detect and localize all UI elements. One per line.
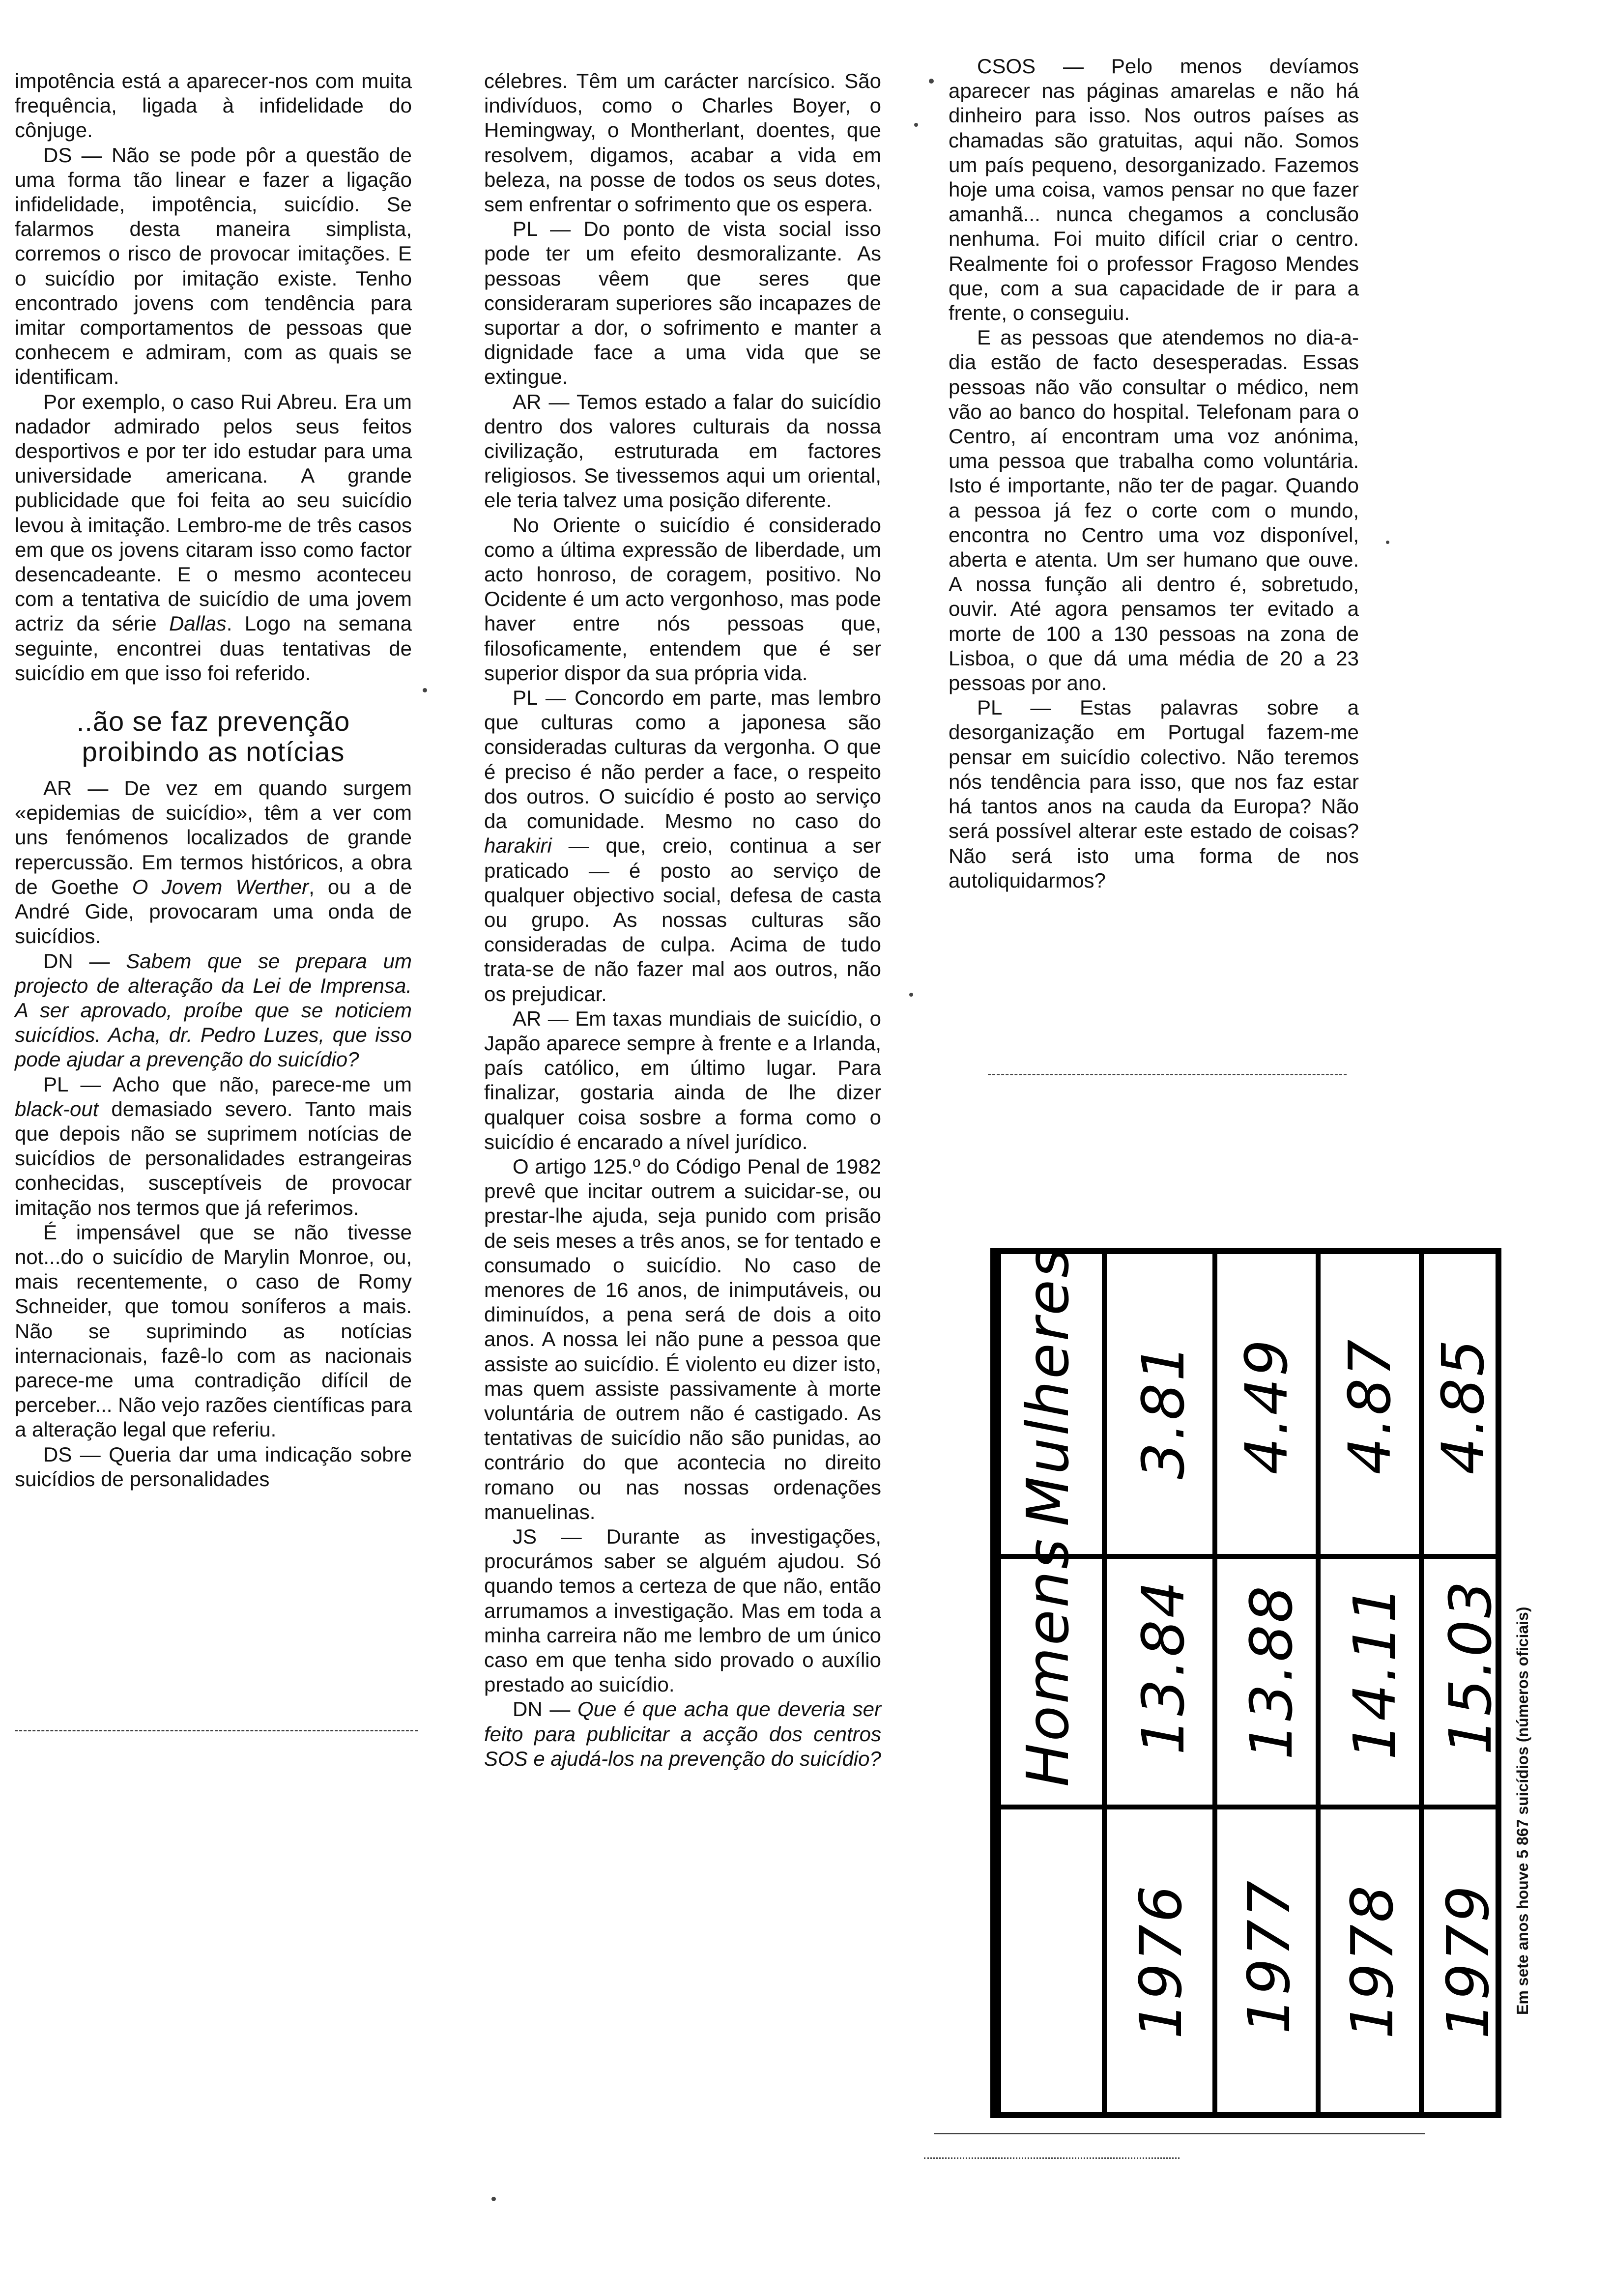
scan-speck xyxy=(423,688,427,692)
header-mulheres: Mulheres xyxy=(1014,1245,1082,1526)
section-subheading: ..ão se faz prevenção proibindo as notícias xyxy=(76,706,350,768)
table-divider xyxy=(1419,1254,1424,2112)
paragraph: PL — Estas palavras sobre a desorganização em Portugal fazem-me pensar em suicídio colectivo. Não teremos nós tendência para isso, que nos faz estar há tantos anos na cauda da Europa? Não será possível alterar este estado de coisas? Não será isto uma forma de nos autoliquidarmos? xyxy=(949,696,1359,892)
clipping-edge xyxy=(988,1074,1347,1075)
paragraph: No Oriente o suicídio é considerado como a última expressão de liberdade, um acto honroso, de coragem, positivo. No Ocidente é um acto vergonhoso, mas pode haver entre nós pessoas que, filosoficamente, entendem que é ser superior dispor da sua própria vida. xyxy=(484,513,881,685)
paragraph: DS — Queria dar uma indicação sobre suicídios de personalidades xyxy=(15,1442,412,1491)
suicide-statistics-table xyxy=(990,1245,1560,2118)
paragraph: PL — Acho que não, parece-me um black-out demasiado severo. Tanto mais que depois não se suprimem notícias de suicídios de personalidades estrangeiras conhecidas, susceptíveis de provocar imitação nos termos que já referimos. xyxy=(15,1072,412,1219)
table-caption: Em sete anos houve 5 867 suicídios (números oficiais) xyxy=(1514,1607,1531,2015)
paragraph: DN — Sabem que se prepara um projecto de alteração da Lei de Imprensa. A ser aprovado, proíbe que se noticiem suicídios. Acha, dr. Pedro Luzes, que isso pode ajudar a prevenção do suicídio? xyxy=(15,949,412,1071)
paragraph: E as pessoas que atendemos no dia-a-dia estão de facto desesperadas. Essas pessoas não vão consultar o médico, nem vão ao banco do hospital. Telefonam para o Centro, aí encontram uma voz anónima, uma pessoa que trabalha como voluntária. Isto é importante, não ter de pagar. Quando a pessoa já fez o corte com o mundo, encontra no Centro uma voz disponível, aberta e atenta. Um ser humano que ouve. A nossa função ali dentro é, sobretudo, ouvir. Até agora pensamos ter evitado a morte de 100 a 130 pessoas na zona de Lisboa, o que dá uma média de 20 a 23 pessoas por ano. xyxy=(949,326,1359,695)
table-divider xyxy=(996,1254,1001,2112)
paragraph: O artigo 125.º do Código Penal de 1982 prevê que incitar outrem a suicidar-se, ou prestar-lhe ajuda, seja punido com prisão de seis meses a três anos, se for tentado e consumado o suicídio. No caso de menores de 16 anos, de inimputáveis, ou diminuídos, a pena será de dois a oito anos. A nossa lei não pune a pessoa que assiste ao suicídio. É violento eu dizer isto, mas quem assiste passivamente à morte voluntária de outrem não é castigado. As tentativas de suicídio não são punidas, ao contrário do que acontecia no direito romano ou nas nossas ordenações manuelinas. xyxy=(484,1154,881,1523)
paragraph: Por exemplo, o caso Rui Abreu. Era um nadador admirado pelos seus feitos desportivos e por ter ido estudar para uma universidade americana. A grande publicidade que foi feita ao seu suicídio levou à imitação. Lembro-me de três casos em que os jovens citaram isso como factor desencadeante. E o mesmo aconteceu com a tentativa de suicídio de uma jovem actriz da série Dallas. Logo na semana seguinte, encontrei duas tentativas de suicídio em que isso foi referido. xyxy=(15,390,412,685)
paragraph: É impensável que se não tivesse not...do o suicídio de Marylin Monroe, ou, mais recentemente, o caso de Romy Schneider, que tomou soníferos a mais. Não se suprimindo as notícias internacionais, fazê-lo com as nacionais parece-me uma contradição difícil de perceber... Não vejo razões científicas para a alteração legal que referiu. xyxy=(15,1220,412,1441)
clipping-edge xyxy=(934,2133,1425,2134)
table-cell-homens: 13.88 xyxy=(1238,1584,1305,1760)
table-divider xyxy=(996,1805,1496,1809)
paragraph: PL — Do ponto de vista social isso pode ter um efeito desmoralizante. As pessoas vêem que seres que consideraram superiores são incapazes de suportar a dor, o sofrimento e manter a dignidade face a uma vida que se extingue. xyxy=(484,217,882,389)
paragraph: JS — Durante as investigações, procurámos saber se alguém ajudou. Só quando temos a certeza de que não, então arrumamos a investigação. Mas em toda a minha carreira não me lembro de um único caso em que tenha sido provado o auxílio prestado ao suicídio. xyxy=(484,1524,881,1696)
paragraph: DS — Não se pode pôr a questão de uma forma tão linear e fazer a ligação infidelidade, impotência, suicídio. Se falarmos desta maneira simplista, corremos o risco de provocar imitações. E o suicídio por imitação existe. Tenho encontrado jovens com tendência para imitar comportamentos de pessoas que conhecem e admiram, com as quais se identificam. xyxy=(15,143,412,389)
table-divider xyxy=(1316,1254,1321,2112)
table-cell-homens: 15.03 xyxy=(1437,1579,1504,1755)
table-divider xyxy=(1212,1254,1217,2112)
scan-speck xyxy=(914,123,918,127)
table-frame xyxy=(990,1245,1504,2118)
table-divider xyxy=(1102,1254,1107,2112)
table-cell-homens: 13.84 xyxy=(1129,1579,1197,1755)
clipping-edge xyxy=(924,2157,1180,2159)
paragraph: CSOS — Pelo menos devíamos aparecer nas páginas amarelas e não há dinheiro para isso. Nos outros países as chamadas são gratuitas, aqui não. Somos um país pequeno, desorganizado. Fazemos hoje uma coisa, vamos pensar no que fazer amanhã... nunca chegamos a conclusão nenhuma. Foi muito difícil criar o centro. Realmente foi o professor Fragoso Mendes que, com a sua capacidade de ir para a frente, o conseguiu. xyxy=(949,55,1359,325)
table-cell-mulheres: 4.87 xyxy=(1336,1337,1404,1475)
table-cell-year: 1978 xyxy=(1338,1883,1406,2039)
article-column-3 xyxy=(949,54,1359,893)
paragraph: AR — Em taxas mundiais de suicídio, o Japão aparece sempre à frente e a Irlanda, país católico, em último lugar. Para finalizar, gostaria ainda de lhe dizer qualquer coisa sosbre a forma como o suicídio é encarado a nível jurídico. xyxy=(484,1006,881,1153)
table-cell-year: 1977 xyxy=(1235,1878,1303,2035)
paragraph: AR — Temos estado a falar do suicídio dentro dos valores culturais da nossa civilização, estruturada em factores religiosos. Se tivessemos aqui um oriental, ele teria talvez uma posição diferente. xyxy=(484,390,882,512)
paragraph: PL — Concordo em parte, mas lembro que culturas como a japonesa são consideradas culturas da vergonha. O que é preciso é não perder a face, o respeito dos outros. O suicídio é posto ao serviço da comunidade. Mesmo no caso do harakiri — que, creio, continua a ser praticado — é posto ao serviço de qualquer objectivo social, defesa de casta ou grupo. As nossas culturas são consideradas de culpa. Acima de tudo trata-se de não fazer mal aos outros, não os prejudicar. xyxy=(484,686,882,1005)
article-column-1 xyxy=(15,69,412,1492)
table-cell-mulheres: 3.81 xyxy=(1129,1342,1197,1480)
header-homens: Homens xyxy=(1014,1537,1082,1787)
paragraph: AR — De vez em quando surgem «epidemias de suicídio», têm a ver com uns fenómenos localizados de grande repercussão. Em termos históricos, a obra de Goethe O Jovem Werther, ou a de André Gide, provocaram uma onda de suicídios. xyxy=(15,776,412,948)
table-cell-year: 1979 xyxy=(1434,1883,1502,2039)
clipping-edge xyxy=(15,1730,418,1731)
scan-speck xyxy=(1386,541,1389,544)
article-column-2 xyxy=(484,69,881,1771)
paragraph: célebres. Têm um carácter narcísico. São indivíduos, como o Charles Boyer, o Hemingway, o Montherlant, doentes, que resolvem, digamos, acabar a vida em beleza, na posse de todos os seus dotes, sem enfrentar o sofrimento que os espera. xyxy=(484,69,881,216)
table-cell-mulheres: 4.49 xyxy=(1233,1337,1300,1475)
table-cell-homens: 14.11 xyxy=(1341,1584,1409,1760)
paragraph: DN — Que é que acha que deveria ser feito para publicitar a acção dos centros SOS e ajudá-los na prevenção do suicídio? xyxy=(484,1697,881,1770)
table-cell-year: 1976 xyxy=(1127,1883,1195,2039)
paragraph: impotência está a aparecer-nos com muita frequência, ligada à infidelidade do cônjuge. xyxy=(15,69,412,142)
scan-speck xyxy=(929,79,934,84)
scan-speck xyxy=(491,2197,496,2201)
table-cell-mulheres: 4.85 xyxy=(1429,1337,1497,1475)
scan-speck xyxy=(909,993,913,997)
